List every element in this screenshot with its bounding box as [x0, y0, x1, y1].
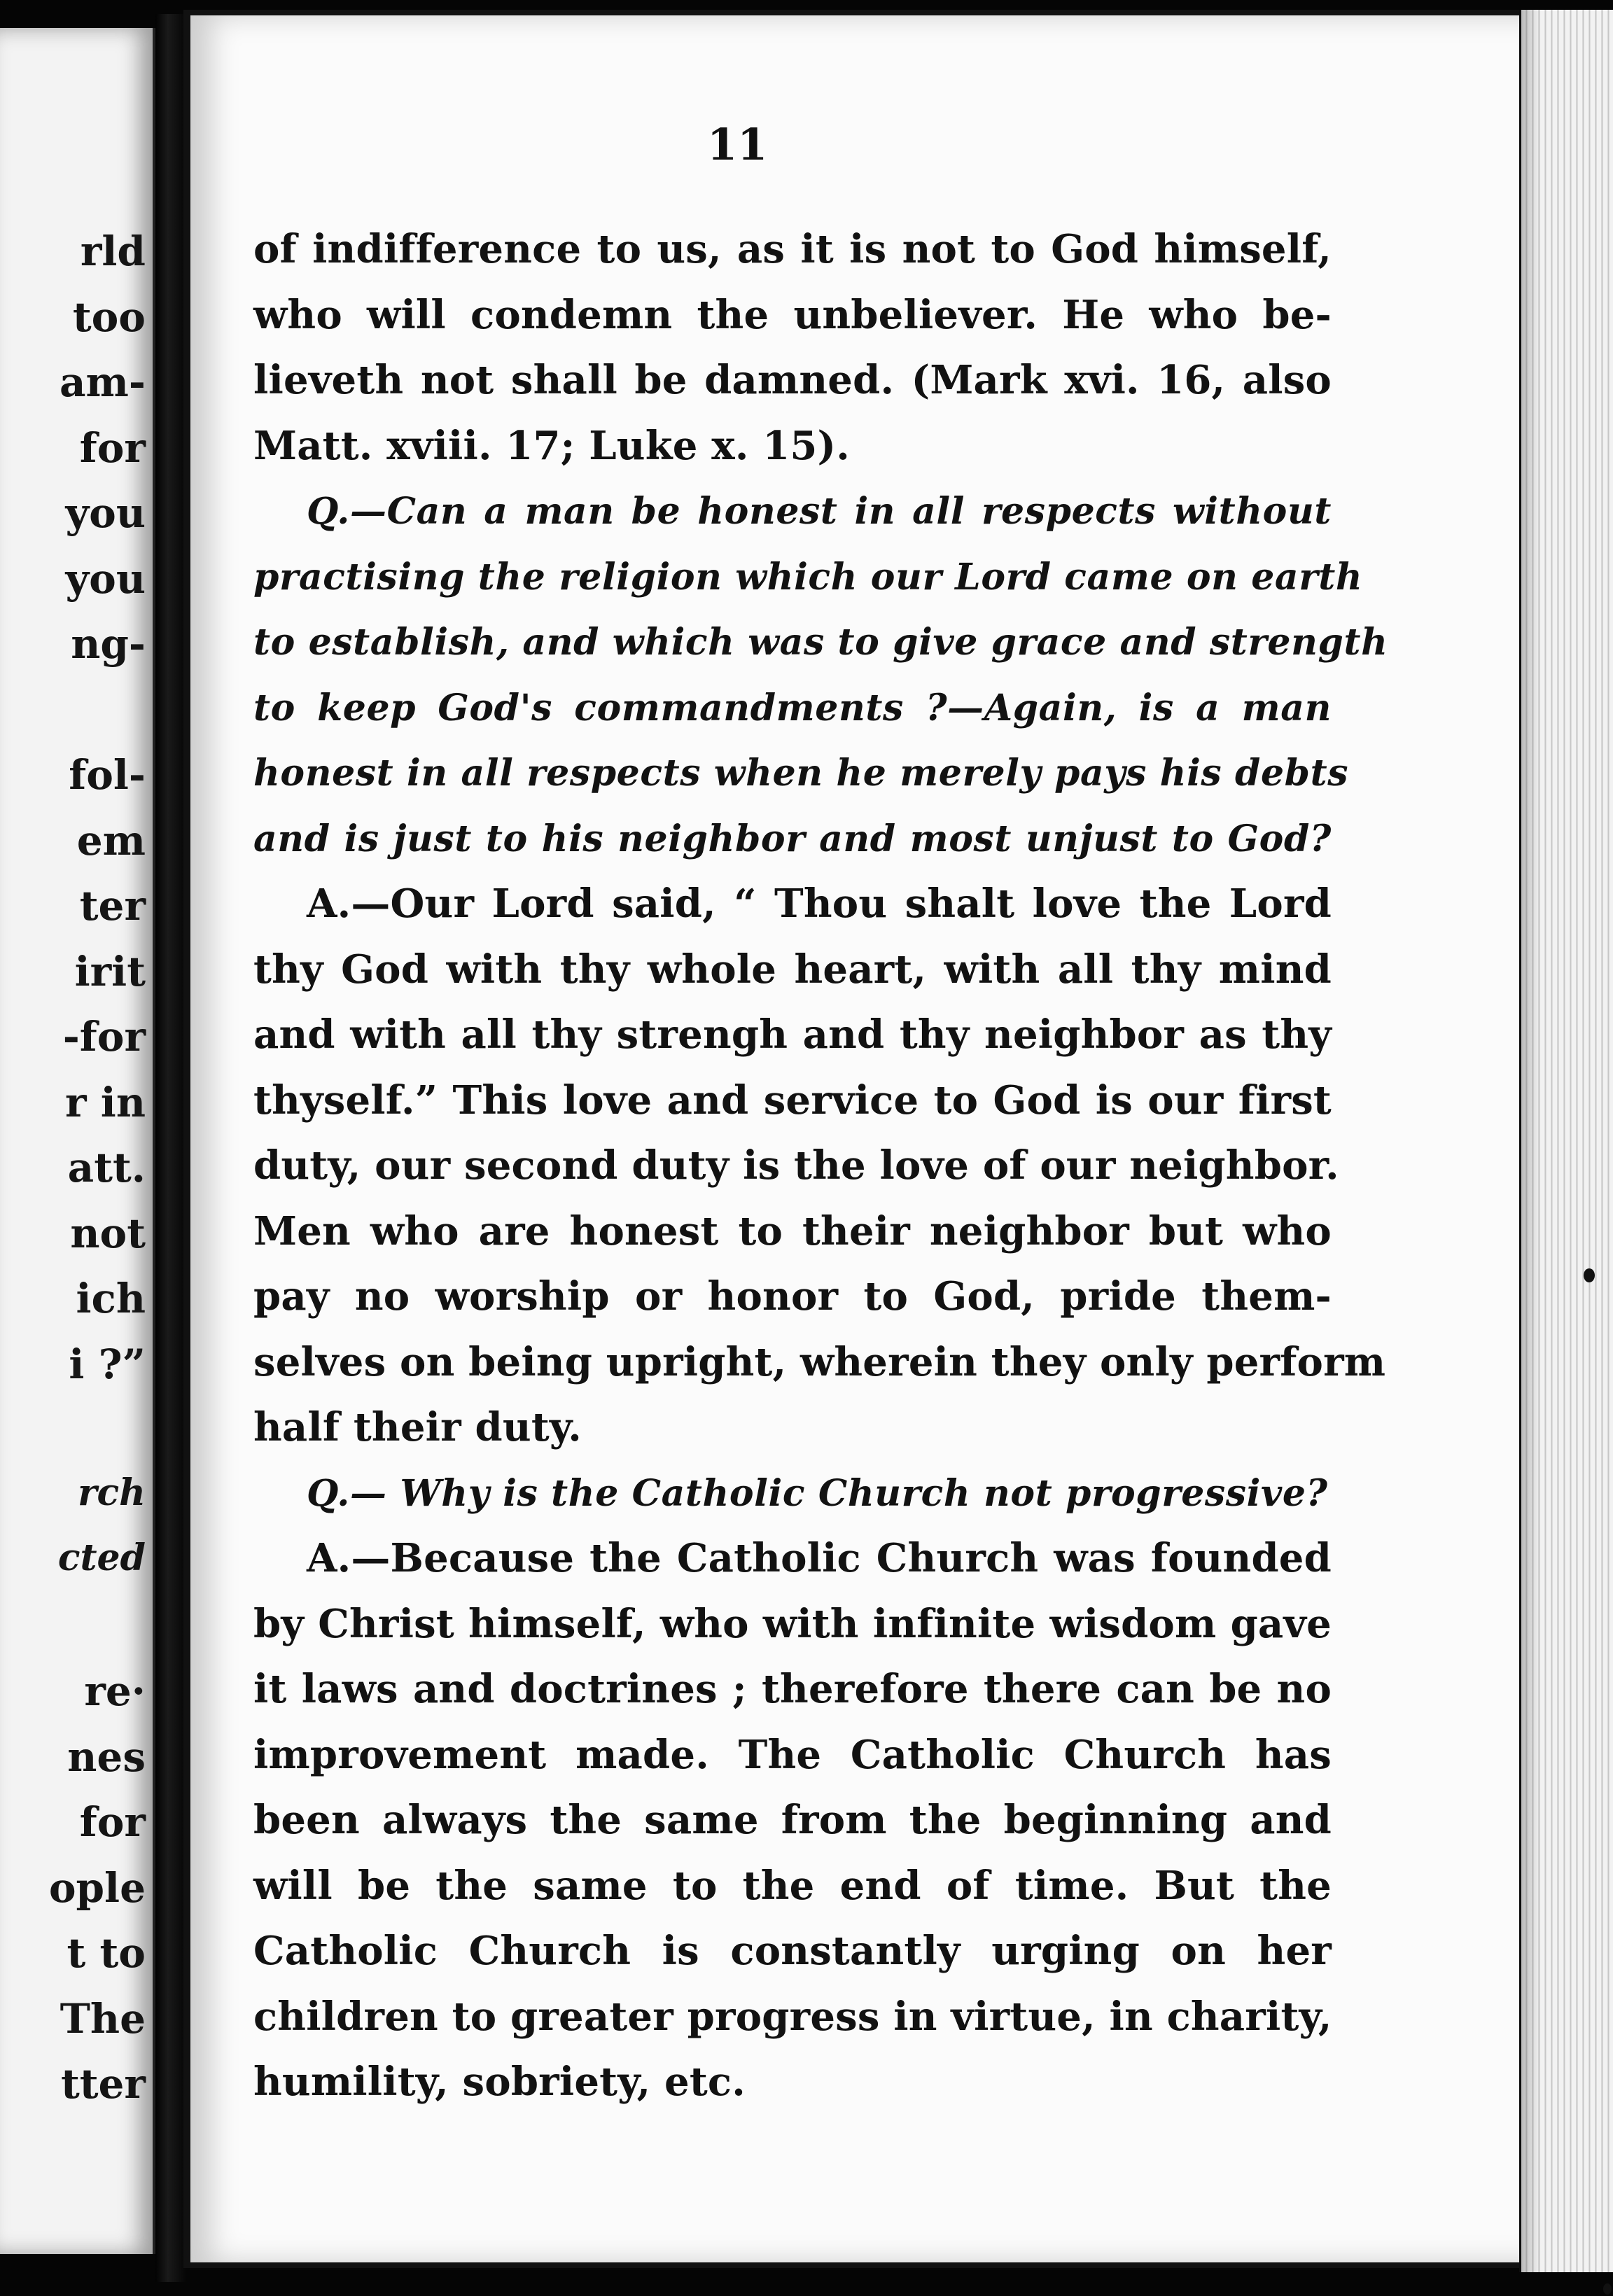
text-line: it laws and doctrines ; therefore there can be no [253, 1666, 1332, 1712]
previous-page-fragment [0, 28, 157, 2254]
text-line: half their duty. [253, 1404, 582, 1450]
page-number: 11 [707, 119, 768, 170]
text-line: who will condemn the unbeliever. He who be- [253, 291, 1332, 338]
previous-page-text-fragment: nes [67, 1732, 146, 1781]
book-gutter [155, 14, 186, 2282]
previous-page-text-fragment: tter [60, 2060, 146, 2108]
previous-page-text-fragment: for [79, 424, 146, 472]
page-text-block [253, 217, 1388, 2115]
text-line: of indifference to us, as it is not to God himself, [253, 226, 1332, 272]
previous-page-text-fragment: -for [62, 1013, 146, 1060]
previous-page-text-fragment: not [70, 1209, 146, 1257]
text-line: and with all thy strengh and thy neighbor as thy [253, 1011, 1332, 1058]
question-text-line: and is just to his neighbor and most unjust to God? [253, 817, 1332, 860]
text-line: Catholic Church is constantly urging on her [253, 1928, 1332, 1974]
text-line: A.—Our Lord said, “ Thou shalt love the Lord [307, 881, 1332, 927]
previous-page-text-fragment: att. [67, 1144, 146, 1191]
scan-speck [1603, 2283, 1612, 2295]
text-line: children to greater progress in virtue, in charity, [253, 1993, 1332, 2040]
text-line: A.—Because the Catholic Church was founded [307, 1535, 1332, 1581]
previous-page-text-fragment: The [60, 1994, 146, 2043]
previous-page-text-fragment: ople [48, 1863, 146, 1912]
text-line: thy God with thy whole heart, with all thy mind [253, 946, 1332, 993]
previous-page-text-fragment: re· [84, 1667, 146, 1715]
text-line: thyself.” This love and service to God is our first [253, 1077, 1332, 1124]
previous-page-text-fragment: am- [59, 358, 146, 406]
previous-page-text-fragment: too [72, 293, 146, 341]
text-line: will be the same to the end of time. But the [253, 1862, 1332, 1909]
text-line: duty, our second duty is the love of our neighbor. [253, 1142, 1339, 1189]
previous-page-text-fragment: you [65, 489, 146, 537]
scan-speck [1584, 1268, 1595, 1282]
previous-page-text-fragment: rch [78, 1471, 146, 1514]
previous-page-text-fragment: fol- [69, 751, 146, 799]
previous-page-text-fragment: em [76, 816, 146, 864]
previous-page-text-fragment: ter [79, 882, 146, 930]
previous-page-text-fragment: i ?” [69, 1340, 146, 1388]
question-text-line: Q.—Can a man be honest in all respects without [307, 490, 1332, 533]
text-line: Matt. xviii. 17; Luke x. 15). [253, 422, 850, 469]
question-text-line: to keep God's commandments ?—Again, is a man [253, 686, 1332, 729]
text-line: humility, sobriety, etc. [253, 2059, 746, 2105]
previous-page-text-fragment: cted [57, 1536, 146, 1579]
previous-page-text-fragment: you [65, 554, 146, 603]
question-text-line: honest in all respects when he merely pays his debts [253, 752, 1349, 794]
previous-page-text-fragment: for [79, 1798, 146, 1846]
text-line: pay no worship or honor to God, pride them- [253, 1273, 1332, 1320]
previous-page-text-fragment: ich [76, 1275, 146, 1322]
text-line: Men who are honest to their neighbor but who [253, 1208, 1332, 1254]
text-line: been always the same from the beginning and [253, 1797, 1332, 1843]
question-text-line: to establish, and which was to give grace and strength [253, 621, 1388, 664]
previous-page-text-fragment: ng- [71, 620, 146, 668]
text-line: by Christ himself, who with infinite wisdom gave [253, 1600, 1332, 1647]
text-line: improvement made. The Catholic Church has [253, 1731, 1332, 1778]
page-edge-shadow [1519, 10, 1540, 2272]
previous-page-text-fragment: irit [74, 947, 146, 995]
text-line: lieveth not shall be damned. (Mark xvi. 16, also [253, 357, 1332, 403]
question-text-line: Q.— Why is the Catholic Church not progressive? [307, 1471, 1328, 1515]
question-text-line: practising the religion which our Lord came on earth [253, 555, 1363, 598]
previous-page-text-fragment: r in [65, 1078, 146, 1126]
previous-page-text-fragment: t to [67, 1929, 146, 1977]
text-line: selves on being upright, wherein they only perform [253, 1338, 1386, 1385]
previous-page-text-fragment: rld [80, 227, 146, 275]
